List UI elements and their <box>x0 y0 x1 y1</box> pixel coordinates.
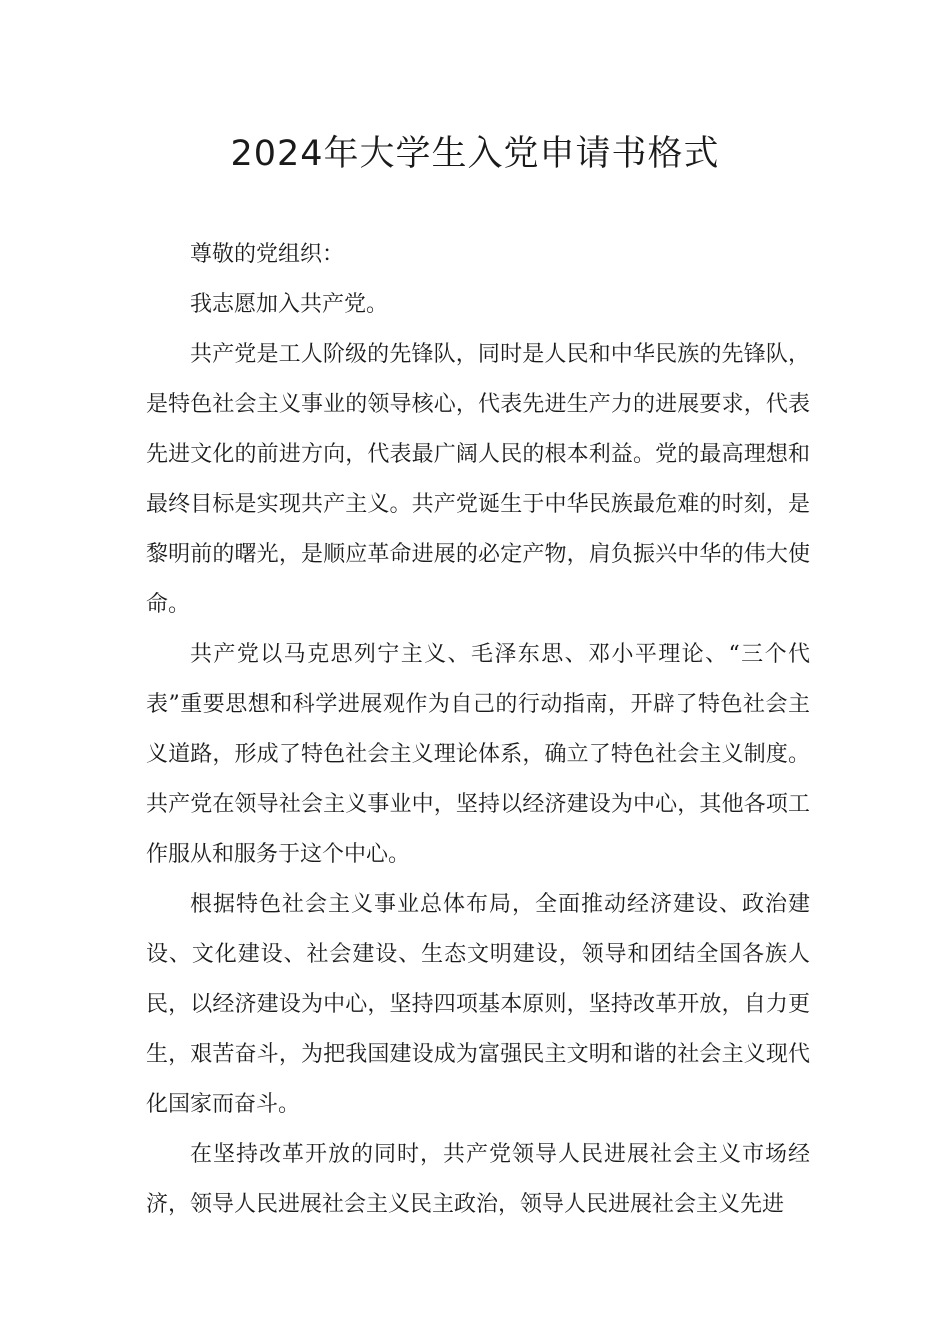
paragraph: 共产党是工人阶级的先锋队，同时是人民和中华民族的先锋队，是特色社会主义事业的领导核心，代表先进生产力的进展要求，代表先进文化的前进方向，代表最广阔人民的根本利益。党的最高理想和最终目标是实现共产主义。共产党诞生于中华民族最危难的时刻，是黎明前的曙光，是顺应革命进展的必定产物，肩负振兴中华的伟大使命。 <box>146 342 810 617</box>
paragraph: 共产党以马克思列宁主义、毛泽东思、邓小平理论、“三个代表”重要思想和科学进展观作为自己的行动指南，开辟了特色社会主义道路，形成了特色社会主义理论体系，确立了特色社会主义制度。共产党在领导社会主义事业中，坚持以经济建设为中心，其他各项工作服从和服务于这个中心。 <box>146 642 810 867</box>
paragraph: 在坚持改革开放的同时，共产党领导人民进展社会主义市场经济，领导人民进展社会主义民主政治，领导人民进展社会主义先进 <box>146 1142 810 1217</box>
document-title: 2024年大学生入党申请书格式 <box>230 134 720 174</box>
salutation: 尊敬的党组织： <box>190 242 345 267</box>
paragraph: 根据特色社会主义事业总体布局，全面推动经济建设、政治建设、文化建设、社会建设、生态文明建设，领导和团结全国各族人民，以经济建设为中心，坚持四项基本原则，坚持改革开放，自力更生，艰苦奋斗，为把我国建设成为富强民主文明和谐的社会主义现代化国家而奋斗。 <box>146 892 810 1117</box>
document-body <box>146 230 810 1230</box>
paragraph: 我志愿加入共产党。 <box>190 292 389 317</box>
